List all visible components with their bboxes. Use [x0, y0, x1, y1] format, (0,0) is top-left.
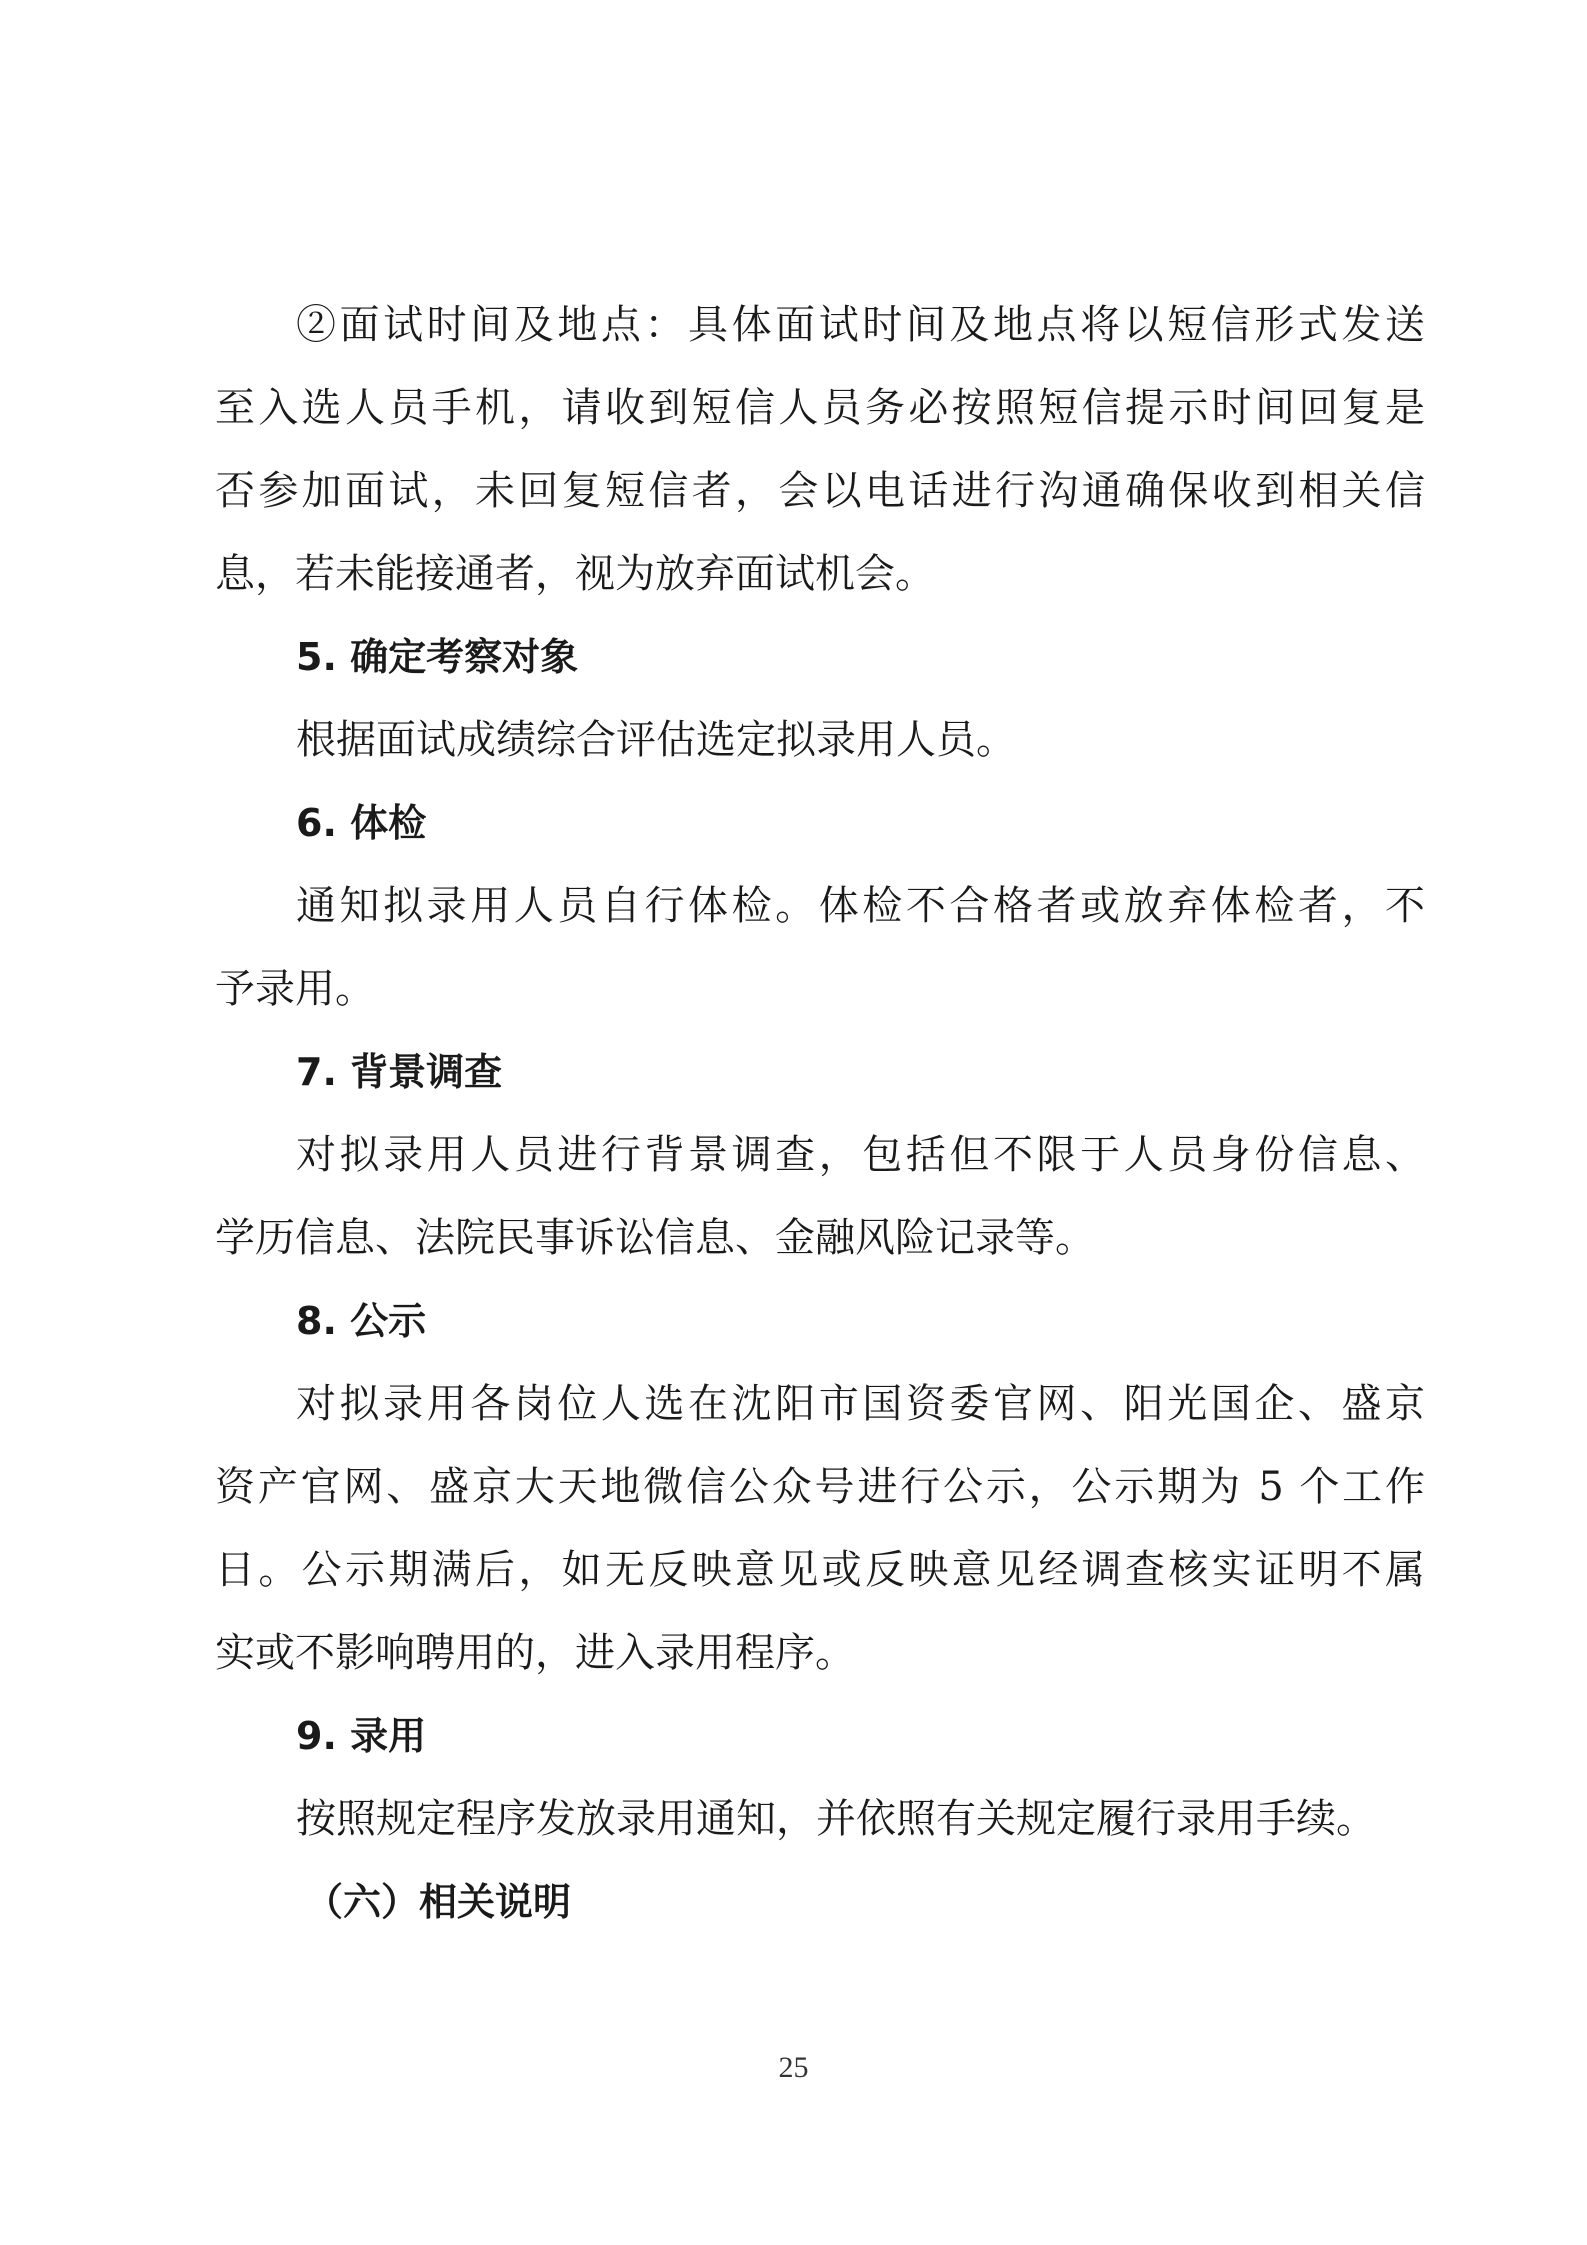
page-number: 25: [778, 2051, 809, 2084]
paragraph-line: 至入选人员手机，请收到短信人员务必按照短信提示时间回复是: [215, 385, 1425, 431]
paragraph-line: 资产官网、盛京大天地微信公众号进行公示，公示期为 5 个工作: [215, 1464, 1425, 1510]
paragraph-line: 息，若未能接通者，视为放弃面试机会。: [215, 551, 935, 597]
paragraph-line: 日。公示期满后，如无反映意见或反映意见经调查核实证明不属: [215, 1547, 1425, 1593]
section-heading: 8. 公示: [296, 1299, 427, 1343]
paragraph-line: 通知拟录用人员自行体检。体检不合格者或放弃体检者，不: [296, 883, 1425, 929]
paragraph-line: 否参加面试，未回复短信者，会以电话进行沟通确保收到相关信: [215, 468, 1425, 514]
paragraph-line: 实或不影响聘用的，进入录用程序。: [215, 1630, 855, 1676]
paragraph-line: 对拟录用各岗位人选在沈阳市国资委官网、阳光国企、盛京: [296, 1381, 1425, 1427]
paragraph-line: ②面试时间及地点：具体面试时间及地点将以短信形式发送: [296, 302, 1425, 348]
paragraph-line: 按照规定程序发放录用通知，并依照有关规定履行录用手续。: [296, 1796, 1376, 1842]
section-heading: 7. 背景调查: [296, 1050, 503, 1094]
paragraph-line: 对拟录用人员进行背景调查，包括但不限于人员身份信息、: [296, 1132, 1425, 1178]
paragraph-line: 根据面试成绩综合评估选定拟录用人员。: [296, 717, 1016, 763]
section-heading: 5. 确定考察对象: [296, 635, 579, 679]
subsection-heading: （六）相关说明: [305, 1880, 572, 1924]
section-heading: 6. 体检: [296, 801, 427, 845]
paragraph-line: 学历信息、法院民事诉讼信息、金融风险记录等。: [215, 1215, 1095, 1261]
section-heading: 9. 录用: [296, 1714, 427, 1758]
paragraph-line: 予录用。: [215, 966, 375, 1012]
